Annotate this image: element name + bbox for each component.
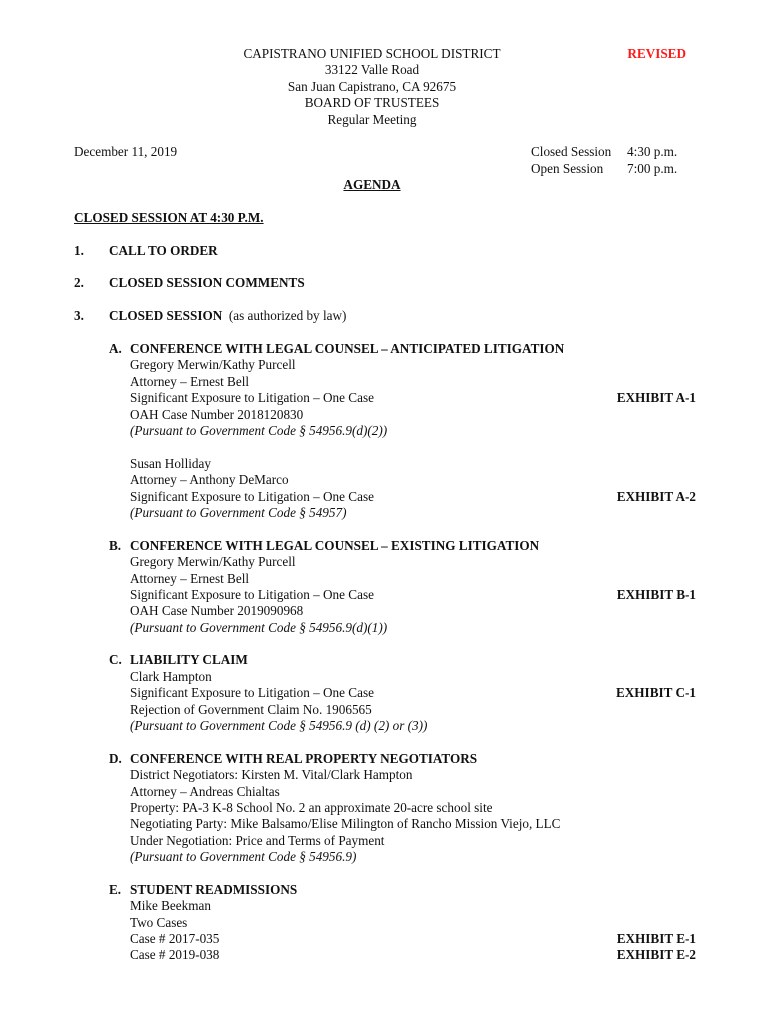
detail-line: Case # 2019-038 xyxy=(130,947,220,963)
detail-line: Rejection of Government Claim No. 1906565 xyxy=(130,701,372,717)
detail-line: Significant Exposure to Litigation – One Case xyxy=(130,586,374,602)
detail-line: (Pursuant to Government Code § 54957) xyxy=(130,504,347,520)
session-label: Open Session xyxy=(531,160,604,176)
revised-stamp: REVISED xyxy=(627,46,686,61)
detail-line: Gregory Merwin/Kathy Purcell xyxy=(130,554,296,570)
detail-line: Significant Exposure to Litigation – One Case xyxy=(130,390,374,406)
detail-line: Significant Exposure to Litigation – One Case xyxy=(130,685,374,701)
item-title: CALL TO ORDER xyxy=(109,242,218,258)
detail-line: Attorney – Ernest Bell xyxy=(130,373,250,389)
detail-line: Property: PA-3 K-8 School No. 2 an approximate 20-acre school site xyxy=(130,799,493,815)
detail-line: Attorney – Andreas Chialtas xyxy=(130,783,280,799)
exhibit-label: EXHIBIT E-1 xyxy=(616,931,696,947)
sub-item-letter: E. xyxy=(109,881,122,897)
session-label: Closed Session xyxy=(531,144,612,160)
detail-line: OAH Case Number 2019090968 xyxy=(130,603,304,619)
sub-item-title: STUDENT READMISSIONS xyxy=(130,881,298,897)
exhibit-label: EXHIBIT A-1 xyxy=(616,390,696,406)
sub-item-letter: D. xyxy=(109,750,122,766)
session-time: 4:30 p.m. xyxy=(627,144,678,160)
detail-line: OAH Case Number 2018120830 xyxy=(130,406,304,422)
sub-item-letter: B. xyxy=(109,537,122,553)
agenda-item xyxy=(74,308,696,324)
detail-line: Gregory Merwin/Kathy Purcell xyxy=(130,357,296,373)
detail-line: Case # 2017-035 xyxy=(130,931,220,947)
item-number: 3. xyxy=(74,308,84,324)
sub-item-title: LIABILITY CLAIM xyxy=(130,652,248,668)
exhibit-label: EXHIBIT B-1 xyxy=(616,586,696,602)
sub-item-title: CONFERENCE WITH LEGAL COUNSEL – EXISTING LITIGATION xyxy=(130,537,540,553)
item-title: CLOSED SESSION COMMENTS xyxy=(109,275,305,291)
detail-line: (Pursuant to Government Code § 54956.9) xyxy=(130,849,357,865)
agenda-body xyxy=(74,46,696,964)
detail-line: Attorney – Ernest Bell xyxy=(130,570,250,586)
agenda-item xyxy=(74,243,696,259)
detail-line: Negotiating Party: Mike Balsamo/Elise Milington of Rancho Mission Viejo, LLC xyxy=(130,816,561,832)
detail-line: (Pursuant to Government Code § 54956.9 (d) (2) or (3)) xyxy=(130,718,428,734)
meeting-date: December 11, 2019 xyxy=(74,144,178,160)
detail-line: District Negotiators: Kirsten M. Vital/Clark Hampton xyxy=(130,767,413,783)
address: 33122 Valle Road xyxy=(324,62,420,78)
meeting-type: Regular Meeting xyxy=(327,111,417,127)
item-note: (as authorized by law) xyxy=(228,308,347,324)
detail-line: Under Negotiation: Price and Terms of Payment xyxy=(130,832,385,848)
district-name: CAPISTRANO UNIFIED SCHOOL DISTRICT xyxy=(243,46,501,61)
detail-line: Clark Hampton xyxy=(130,668,212,684)
exhibit-label: EXHIBIT C-1 xyxy=(615,685,696,701)
section-title: CLOSED SESSION AT 4:30 P.M. xyxy=(74,209,264,225)
detail-line: (Pursuant to Government Code § 54956.9(d)(2)) xyxy=(130,422,388,438)
agenda-title: AGENDA xyxy=(343,177,401,193)
item-number: 1. xyxy=(74,242,84,258)
item-number: 2. xyxy=(74,275,84,291)
detail-line: Susan Holliday xyxy=(130,455,211,471)
sub-item-letter: C. xyxy=(109,652,122,668)
city: San Juan Capistrano, CA 92675 xyxy=(287,78,457,94)
sub-item-title: CONFERENCE WITH LEGAL COUNSEL – ANTICIPATED LITIGATION xyxy=(130,341,565,357)
agenda-item xyxy=(74,275,696,291)
sub-item-title: CONFERENCE WITH REAL PROPERTY NEGOTIATORS xyxy=(130,750,478,766)
detail-line: Mike Beekman xyxy=(130,898,211,914)
detail-line: Significant Exposure to Litigation – One Case xyxy=(130,488,374,504)
exhibit-label: EXHIBIT E-2 xyxy=(616,947,696,963)
exhibit-label: EXHIBIT A-2 xyxy=(616,488,696,504)
detail-line: Attorney – Anthony DeMarco xyxy=(130,472,289,488)
item-title: CLOSED SESSION xyxy=(109,308,223,324)
detail-line: (Pursuant to Government Code § 54956.9(d)(1)) xyxy=(130,619,388,635)
detail-line: Two Cases xyxy=(130,914,188,930)
board: BOARD OF TRUSTEES xyxy=(304,95,440,111)
session-time: 7:00 p.m. xyxy=(627,160,678,176)
sub-item-letter: A. xyxy=(109,341,122,357)
